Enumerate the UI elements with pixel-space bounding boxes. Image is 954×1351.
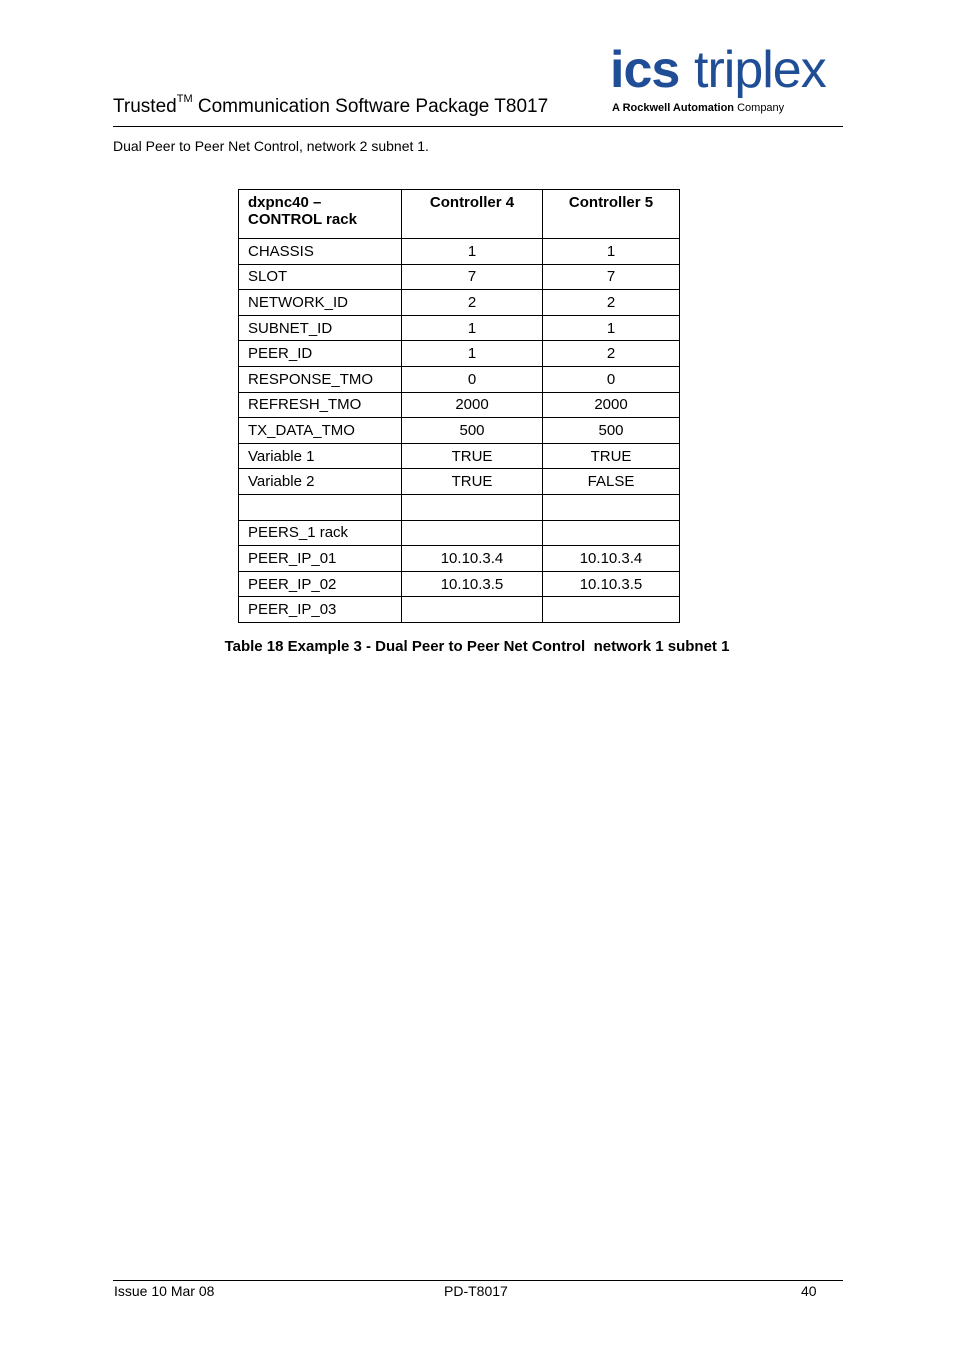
- controller-5-cell: [543, 520, 680, 546]
- controller-4-cell: 1: [402, 315, 543, 341]
- controller-4-cell: [402, 494, 543, 520]
- parameter-cell: Variable 2: [239, 469, 402, 495]
- trademark-superscript: TM: [176, 93, 193, 105]
- header-rack-line1: dxpnc40 –: [248, 194, 322, 211]
- parameter-cell: CHASSIS: [239, 239, 402, 265]
- parameter-cell: PEER_ID: [239, 341, 402, 367]
- parameter-cell: REFRESH_TMO: [239, 392, 402, 418]
- table-caption: Table 18 Example 3 - Dual Peer to Peer Net Control network 1 subnet 1: [224, 638, 730, 655]
- controller-4-cell: 0: [402, 366, 543, 392]
- logo-tagline-company: Company: [737, 102, 785, 114]
- title-prefix: Trusted: [113, 96, 177, 117]
- parameter-cell: PEERS_1 rack: [239, 520, 402, 546]
- controller-5-cell: 7: [543, 264, 680, 290]
- logo-triplex: triplex: [694, 41, 826, 99]
- parameter-cell: SLOT: [239, 264, 402, 290]
- table-row: [239, 366, 680, 392]
- logo-tagline: [612, 102, 784, 114]
- table-row: [239, 341, 680, 367]
- table-row: [239, 494, 680, 520]
- table-row: [239, 392, 680, 418]
- table-row: [239, 315, 680, 341]
- configuration-table: [238, 189, 680, 623]
- footer-issue: Issue 10 Mar 08: [114, 1283, 215, 1299]
- header-controller-4: Controller 4: [402, 190, 543, 239]
- table-row: [239, 264, 680, 290]
- footer-doc-id: PD-T8017: [444, 1283, 508, 1299]
- controller-5-cell: 500: [543, 418, 680, 444]
- ics-triplex-logo: [610, 40, 844, 120]
- document-title: [113, 93, 549, 118]
- parameter-cell: NETWORK_ID: [239, 290, 402, 316]
- header-rack: [239, 190, 402, 239]
- header-controller-5: Controller 5: [543, 190, 680, 239]
- header-rack-line2: CONTROL rack: [248, 211, 357, 228]
- parameter-cell: Variable 1: [239, 443, 402, 469]
- controller-4-cell: 7: [402, 264, 543, 290]
- parameter-cell: PEER_IP_02: [239, 571, 402, 597]
- table-row: [239, 520, 680, 546]
- logo-ics: ics: [610, 41, 680, 99]
- table-row: [239, 469, 680, 495]
- controller-5-cell: 2: [543, 341, 680, 367]
- controller-4-cell: 10.10.3.4: [402, 546, 543, 572]
- parameter-cell: PEER_IP_03: [239, 597, 402, 623]
- controller-5-cell: [543, 597, 680, 623]
- controller-4-cell: [402, 597, 543, 623]
- controller-4-cell: 1: [402, 341, 543, 367]
- controller-4-cell: 10.10.3.5: [402, 571, 543, 597]
- table-row: [239, 290, 680, 316]
- controller-5-cell: 10.10.3.5: [543, 571, 680, 597]
- header-rule: [113, 126, 843, 127]
- controller-4-cell: TRUE: [402, 443, 543, 469]
- logo-tagline-main: A Rockwell Automation: [612, 102, 735, 114]
- controller-5-cell: 0: [543, 366, 680, 392]
- controller-5-cell: TRUE: [543, 443, 680, 469]
- controller-5-cell: FALSE: [543, 469, 680, 495]
- controller-4-cell: TRUE: [402, 469, 543, 495]
- controller-4-cell: 2000: [402, 392, 543, 418]
- table-row: [239, 239, 680, 265]
- controller-5-cell: 1: [543, 315, 680, 341]
- intro-paragraph: Dual Peer to Peer Net Control, network 2 subnet 1.: [113, 138, 429, 154]
- controller-4-cell: 2: [402, 290, 543, 316]
- controller-4-cell: 1: [402, 239, 543, 265]
- controller-4-cell: [402, 520, 543, 546]
- controller-5-cell: 10.10.3.4: [543, 546, 680, 572]
- controller-5-cell: 2000: [543, 392, 680, 418]
- table-row: [239, 546, 680, 572]
- controller-5-cell: 2: [543, 290, 680, 316]
- title-suffix: Communication Software Package T8017: [192, 96, 549, 117]
- parameter-cell: [239, 494, 402, 520]
- controller-4-cell: 500: [402, 418, 543, 444]
- parameter-cell: PEER_IP_01: [239, 546, 402, 572]
- table-row: [239, 418, 680, 444]
- parameter-cell: SUBNET_ID: [239, 315, 402, 341]
- controller-5-cell: 1: [543, 239, 680, 265]
- table-row: [239, 597, 680, 623]
- footer-page-number: 40: [801, 1283, 817, 1299]
- parameter-cell: TX_DATA_TMO: [239, 418, 402, 444]
- table-row: [239, 443, 680, 469]
- controller-5-cell: [543, 494, 680, 520]
- footer-rule: [113, 1280, 843, 1281]
- table-row: [239, 571, 680, 597]
- parameter-cell: RESPONSE_TMO: [239, 366, 402, 392]
- table-header-row: [239, 190, 680, 239]
